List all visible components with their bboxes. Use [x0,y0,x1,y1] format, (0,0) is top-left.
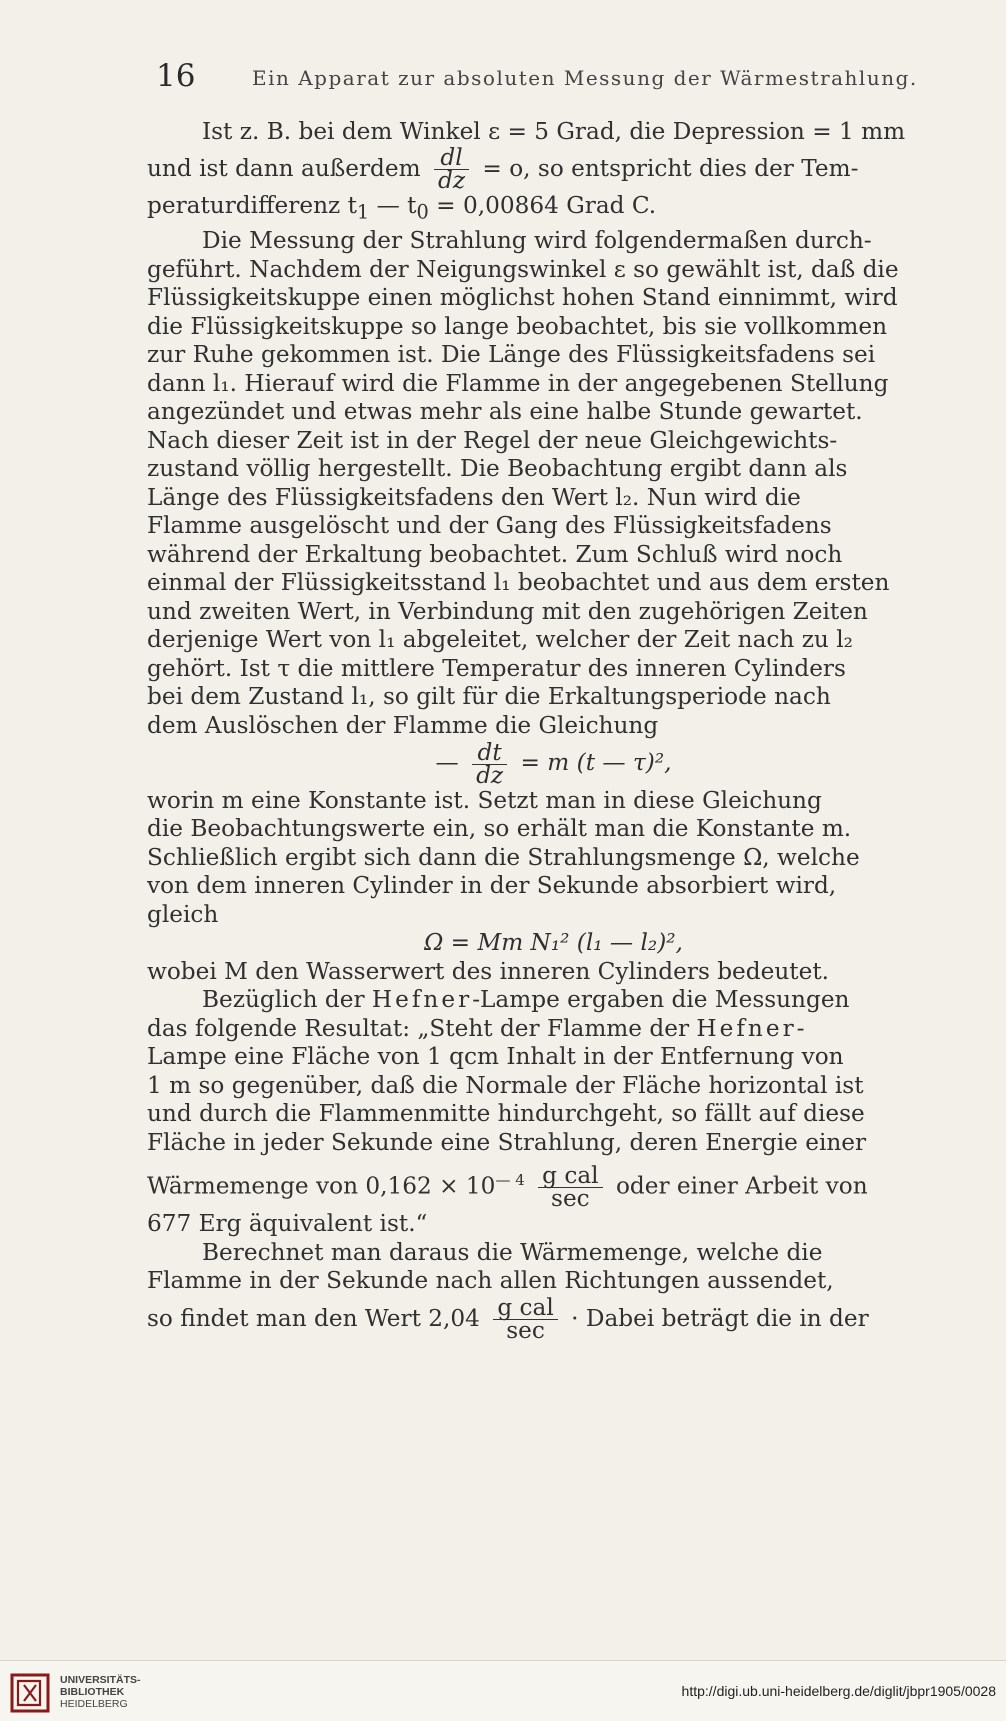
exponent: — 4 [495,1171,525,1190]
text-segment: = 0,00864 Grad C. [428,192,657,219]
text-line [147,986,960,1015]
paragraph-3 [147,986,960,1239]
text-segment: · Dabei beträgt die in der [571,1304,869,1332]
text-line: Flüssigkeitskuppe einen möglichst hohen Stand einnimmt, wird [147,284,898,312]
equation-rhs: = m (t — τ)², [520,749,672,777]
text-line: gleich [147,900,219,928]
text-line: angezündet und etwas mehr als eine halbe Stunde gewartet. [147,398,863,426]
subscript: 0 [416,200,429,224]
text-line: und zweiten Wert, in Verbindung mit den zugehörigen Zeiten [147,597,868,625]
running-header [156,52,918,94]
text-line: bei dem Zustand l₁, so gilt für die Erkaltungsperiode nach [147,683,831,711]
text-line: Flamme in der Sekunde nach allen Richtungen aussendet, [147,1267,834,1295]
text-line: Ist z. B. bei dem Winkel ε = 5 Grad, die Depression = 1 mm [202,118,906,145]
source-url-link[interactable]: http://digi.ub.uni-heidelberg.de/diglit/jbpr1905/0028 [681,1683,996,1699]
text-segment: oder einer Arbeit von [615,1172,868,1200]
text-line: gehört. Ist τ die mittlere Temperatur des inneren Cylinders [147,654,846,682]
paragraph-4 [147,1239,960,1343]
denominator: dz [437,167,466,194]
fraction-gcal-sec [538,1162,602,1213]
numerator: dt [472,742,507,765]
equation-cooling [147,740,960,787]
subscript: 1 [356,200,370,224]
text-line: die Beobachtungswerte ein, so erhält man die Konstante m. [147,815,852,843]
fraction-dt-dz [472,738,507,789]
text-line: die Flüssigkeitskuppe so lange beobachtet, bis sie vollkommen [147,312,888,340]
library-name [60,1674,141,1710]
library-name-line: HEIDELBERG [60,1698,128,1710]
text-line: von dem inneren Cylinder in der Sekunde absorbiert wird, [147,872,837,900]
text-segment: Wärmemenge von 0,162 × 10 [147,1172,496,1200]
text-line: Länge des Flüssigkeitsfadens den Wert l₂. Nun wird die [147,483,801,511]
text-line: derjenige Wert von l₁ abgeleitet, welcher der Zeit nach zu l₂ [147,626,853,654]
text-line: Schließlich ergibt sich dann die Strahlungsmenge Ω, welche [147,843,860,871]
text-line: zustand völlig hergestellt. Die Beobachtung ergibt dann als [147,455,848,483]
spaced-name: Hefner- [696,1014,808,1042]
text-line: zur Ruhe gekommen ist. Die Länge des Flüssigkeitsfadens sei [147,341,876,369]
library-name-line: UNIVERSITÄTS- [60,1674,141,1686]
text-line [147,192,960,227]
text-line: einmal der Flüssigkeitsstand l₁ beobachtet und aus dem ersten [147,569,890,597]
text-line: Die Messung der Strahlung wird folgendermaßen durch- [202,227,872,255]
running-title: Ein Apparat zur absoluten Messung der Wärmestrahlung. [252,66,918,90]
denominator: dz [476,761,504,789]
text-segment: peraturdifferenz t [147,192,357,219]
text-line: 677 Erg äquivalent ist.“ [147,1210,428,1238]
text-line-with-fraction [147,1296,960,1343]
paragraph-2 [147,227,960,986]
text-line: dem Auslöschen der Flamme die Gleichung [147,711,659,739]
text-segment: und ist dann außerdem [147,154,421,182]
denominator: sec [551,1185,590,1213]
library-logo-icon [10,1671,54,1715]
text-line: während der Erkaltung beobachtet. Zum Schluß wird noch [147,540,843,568]
text-segment: = o, so entspricht dies der Tem- [482,154,859,182]
text-line: Nach dieser Zeit ist in der Regel der neue Gleichgewichts- [147,426,838,454]
numerator: g cal [493,1297,557,1320]
text-segment: das folgende Resultat: „Steht der Flamme der [147,1014,690,1042]
spaced-name: Hefner [371,986,473,1014]
text-line: Flamme ausgelöscht und der Gang des Flüssigkeitsfadens [147,512,832,540]
numerator: dl [434,147,469,170]
page-number: 16 [156,58,196,94]
footer-bar [0,1660,1006,1721]
page-body [147,118,960,1345]
text-line: und durch die Flammenmitte hindurchgeht, so fällt auf diese [147,1100,865,1128]
text-line: 1 m so gegenüber, daß die Normale der Fläche horizontal ist [147,1071,864,1099]
text-line: Berechnet man daraus die Wärmemenge, welche die [202,1238,823,1266]
denominator: sec [506,1317,545,1345]
text-segment: so findet man den Wert 2,04 [147,1304,480,1332]
text-segment: -Lampe ergaben die Messungen [472,986,850,1014]
text-segment: Bezüglich der [202,986,365,1014]
paragraph-1 [147,118,960,227]
library-name-line: BIBLIOTHEK [60,1686,125,1698]
equation-minus: — [435,749,459,777]
fraction-gcal-sec [493,1294,557,1345]
equation-omega: Ω = Mm N₁² (l₁ — l₂)², [424,929,683,957]
text-segment: — t [369,192,417,219]
numerator: g cal [538,1165,602,1188]
fraction-dl-dz [434,144,469,194]
text-line: wobei M den Wasserwert des inneren Cylinders bedeutet. [147,957,830,985]
text-line: Lampe eine Fläche von 1 qcm Inhalt in der Entfernung von [147,1043,844,1071]
text-line [147,1015,960,1044]
text-line-with-fraction [147,144,960,194]
text-line: geführt. Nachdem der Neigungswinkel ε so gewählt ist, daß die [147,255,899,283]
text-line: dann l₁. Hierauf wird die Flamme in der angegebenen Stellung [147,369,889,397]
text-line: Fläche in jeder Sekunde eine Strahlung, deren Energie einer [147,1128,867,1156]
text-line: worin m eine Konstante ist. Setzt man in diese Gleichung [147,786,822,814]
text-line-with-fraction [147,1157,960,1213]
